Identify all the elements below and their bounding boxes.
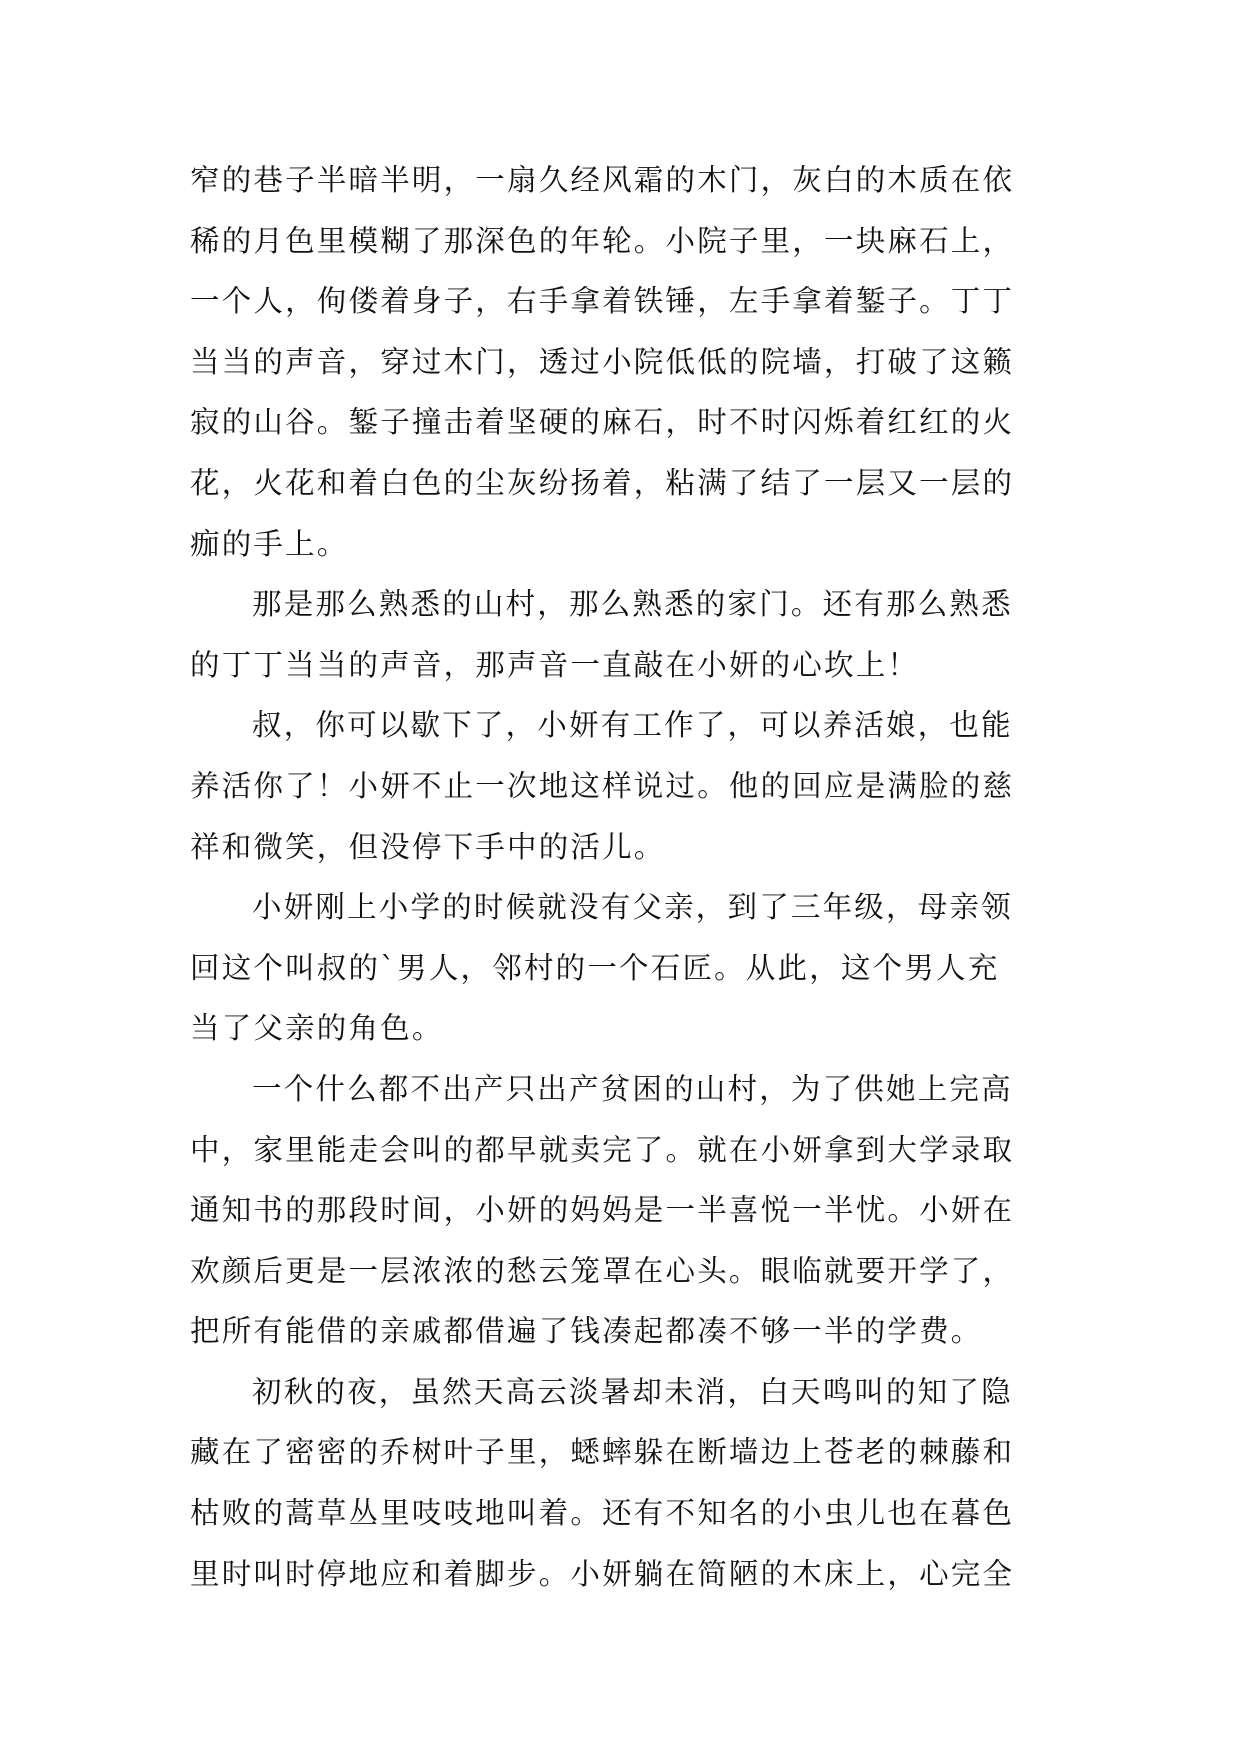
text-line: 小妍刚上小学的时候就没有父亲，到了三年级，母亲领 xyxy=(252,890,1013,925)
text-line: 一个人，佝偻着身子，右手拿着铁锤，左手拿着錾子。丁丁 xyxy=(190,284,1015,319)
text-line: 叔，你可以歇下了，小妍有工作了，可以养活娘，也能 xyxy=(252,708,1013,743)
text-line: 欢颜后更是一层浓浓的愁云笼罩在心头。眼临就要开学了， xyxy=(190,1253,1015,1288)
paragraph-2 xyxy=(190,574,1060,695)
text-line: 把所有能借的亲戚都借遍了钱凑起都凑不够一半的学费。 xyxy=(190,1314,983,1349)
text-line: 初秋的夜，虽然天高云淡暑却未消，白天鸣叫的知了隐 xyxy=(252,1374,1013,1409)
text-line: 窄的巷子半暗半明，一扇久经风霜的木门，灰白的木质在依 xyxy=(190,163,1015,197)
text-line: 藏在了密密的乔树叶子里，蟋蟀躲在断墙边上苍老的棘藤和 xyxy=(190,1435,1015,1470)
text-line: 养活你了！小妍不止一次地这样说过。他的回应是满脸的慈 xyxy=(190,768,1015,803)
text-line: 寂的山谷。錾子撞击着坚硬的麻石，时不时闪烁着红红的火 xyxy=(190,405,1015,440)
text-line: 那是那么熟悉的山村，那么熟悉的家门。还有那么熟悉 xyxy=(252,587,1013,622)
text-line: 稀的月色里模糊了那深色的年轮。小院子里，一块麻石上， xyxy=(190,223,1015,258)
paragraph-1 xyxy=(190,150,1060,574)
text-line: 里时叫时停地应和着脚步。小妍躺在简陋的木床上，心完全 xyxy=(190,1556,1015,1591)
text-line: 枯败的蒿草丛里吱吱地叫着。还有不知名的小虫儿也在暮色 xyxy=(190,1496,1015,1531)
text-line: 花，火花和着白色的尘灰纷扬着，粘满了结了一层又一层的 xyxy=(190,465,1015,500)
document-body xyxy=(190,150,1060,1604)
text-line: 中，家里能走会叫的都早就卖完了。就在小妍拿到大学录取 xyxy=(190,1132,1015,1167)
paragraph-5 xyxy=(190,1059,1060,1362)
text-line: 祥和微笑，但没停下手中的活儿。 xyxy=(190,829,666,864)
text-line: 的丁丁当当的声音，那声音一直敲在小妍的心坎上！ xyxy=(190,647,920,682)
text-line: 当了父亲的角色。 xyxy=(190,1011,444,1046)
text-line: 当当的声音，穿过木门，透过小院低低的院墙，打破了这籁 xyxy=(190,344,1015,379)
text-line: 回这个叫叔的`男人，邻村的一个石匠。从此，这个男人充 xyxy=(190,950,1000,985)
text-line: 通知书的那段时间，小妍的妈妈是一半喜悦一半忧。小妍在 xyxy=(190,1193,1015,1228)
paragraph-4 xyxy=(190,877,1060,1059)
text-line: 一个什么都不出产只出产贫困的山村，为了供她上完高 xyxy=(252,1071,1013,1106)
text-line: 痂的手上。 xyxy=(190,526,349,561)
paragraph-6 xyxy=(190,1362,1060,1604)
paragraph-3 xyxy=(190,695,1060,877)
